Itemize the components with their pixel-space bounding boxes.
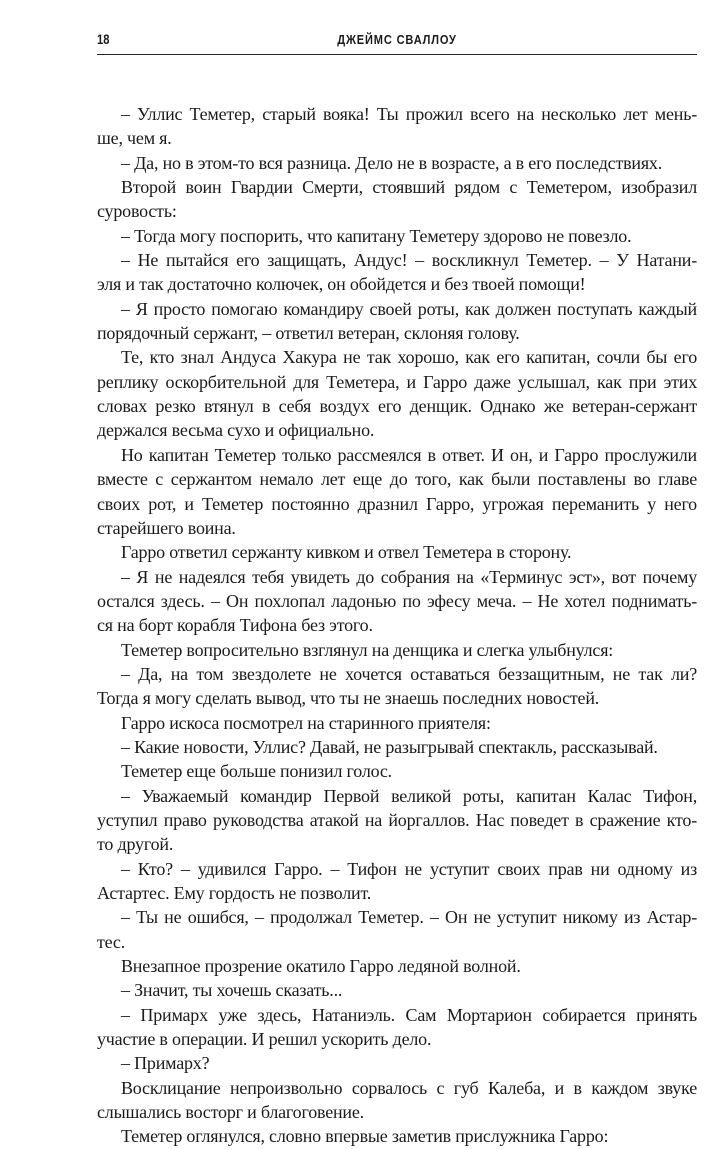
running-header (97, 30, 697, 55)
text-line: – Ты не ошибся, – продолжал Теметер. – Он не уступит никому из Астар- (121, 907, 697, 928)
text-line: остался здесь. – Он похлопал ладонью по эфесу меча. – Не хотел поднимать- (97, 590, 697, 611)
paragraph (97, 735, 697, 759)
text-line: слышались восторг и благоговение. (97, 1102, 364, 1123)
paragraph (97, 857, 697, 906)
text-line: – Тогда могу поспорить, что капитану Теметеру здорово не повезло. (121, 225, 632, 246)
paragraph (97, 759, 697, 783)
text-line: Восклицание непроизвольно сорвалось с губ Калеба, и в каждом звуке (121, 1077, 697, 1098)
paragraph (97, 978, 697, 1002)
text-line: суровость: (97, 201, 177, 222)
text-line: Тогда я могу сделать вывод, что ты не знаешь последних новостей. (97, 688, 600, 709)
paragraph (97, 954, 697, 978)
text-line: Но капитан Теметер только рассмеялся в ответ. И он, и Гарро прослужили (121, 444, 697, 465)
text-line: – Уллис Теметер, старый вояка! Ты прожил всего на несколько лет мень- (121, 104, 697, 124)
text-line: реплику оскорбительной для Теметера, и Гарро даже услышал, как при этих (97, 371, 697, 392)
paragraph (97, 1076, 697, 1125)
paragraph (97, 224, 697, 248)
text-line: словах резко втянул в себя воздух его денщик. Однако же ветеран-сержант (97, 396, 697, 417)
paragraph (97, 711, 697, 735)
paragraph (97, 662, 697, 711)
text-line: ше, чем я. (97, 128, 172, 149)
text-line: – Примарх уже здесь, Натаниэль. Сам Мортарион собирается принять (121, 1004, 697, 1025)
text-line: – Какие новости, Уллис? Давай, не разыгрывай спектакль, рассказывай. (121, 736, 658, 757)
running-title: ДЖЕЙМС СВАЛЛОУ (337, 32, 457, 47)
page-body (97, 102, 697, 1149)
paragraph (97, 345, 697, 442)
text-line: порядочный сержант, – ответил ветеран, склоняя голову. (97, 323, 520, 344)
paragraph (97, 540, 697, 564)
text-line: эля и так достаточно колючек, он обойдется и без твоей помощи! (97, 274, 586, 295)
text-line: ся на борт корабля Тифона без этого. (97, 615, 373, 636)
text-line: тес. (97, 931, 125, 952)
text-line: вместе с сержантом немало лет еще до того, как были поставлены во главе (97, 469, 697, 490)
text-line: – Не пытайся его защищать, Андус! – воскликнул Теметер. – У Натани- (121, 250, 697, 271)
text-line: Гарро искоса посмотрел на старинного приятеля: (121, 712, 491, 733)
text-line: Те, кто знал Андуса Хакура не так хорошо, как его капитан, сочли бы его (121, 347, 697, 368)
paragraph (97, 443, 697, 540)
paragraph (97, 297, 697, 346)
text-line: Теметер оглянулся, словно впервые заметив прислужника Гарро: (121, 1126, 609, 1147)
text-line: участие в операции. И решил ускорить дело. (97, 1029, 432, 1050)
paragraph (97, 151, 697, 175)
text-line: Теметер еще больше понизил голос. (121, 761, 392, 782)
text-line: – Я не надеялся тебя увидеть до собрания на «Терминус эст», вот почему (121, 566, 697, 587)
text-line: своих рот, и Теметер постоянно дразнил Гарро, угрожая переманить у него (97, 493, 697, 514)
paragraph (97, 905, 697, 954)
text-line: Астартес. Ему гордость не позволит. (97, 883, 372, 903)
text-line: – Примарх? (121, 1053, 210, 1074)
paragraph (97, 1124, 697, 1148)
paragraph (97, 102, 697, 151)
paragraph (97, 1003, 697, 1052)
text-line: – Да, но в этом-то вся разница. Дело не в возрасте, а в его последствиях. (121, 152, 663, 173)
paragraph (97, 638, 697, 662)
paragraph (97, 248, 697, 297)
text-line: – Уважаемый командир Первой великой роты, капитан Калас Тифон, (121, 785, 697, 806)
text-line: – Кто? – удивился Гарро. – Тифон не уступит своих прав ни одному из (121, 858, 697, 879)
text-line: уступил право руководства атакой на йоргаллов. Нас поведет в сражение кто- (97, 809, 697, 830)
text-line: Второй воин Гвардии Смерти, стоявший рядом с Теметером, изобразил (121, 177, 697, 198)
text-line: Гарро ответил сержанту кивком и отвел Теметера в сторону. (121, 542, 572, 563)
paragraph (97, 784, 697, 857)
text-line: то другой. (97, 834, 174, 855)
text-line: старейшего воина. (97, 517, 236, 538)
paragraph (97, 565, 697, 638)
text-line: – Я просто помогаю командиру своей роты, как должен поступать каждый (121, 298, 697, 319)
page-number: 18 (97, 31, 110, 47)
paragraph (97, 1051, 697, 1075)
text-line: Внезапное прозрение окатило Гарро ледяной волной. (121, 956, 521, 977)
text-line: держался весьма сухо и официально. (97, 420, 375, 441)
text-line: – Да, на том звездолете не хочется оставаться беззащитным, не так ли? (121, 663, 697, 684)
paragraph (97, 175, 697, 224)
text-line: Теметер вопросительно взглянул на денщика и слегка улыбнулся: (121, 639, 614, 660)
text-line: – Значит, ты хочешь сказать... (121, 980, 343, 1001)
